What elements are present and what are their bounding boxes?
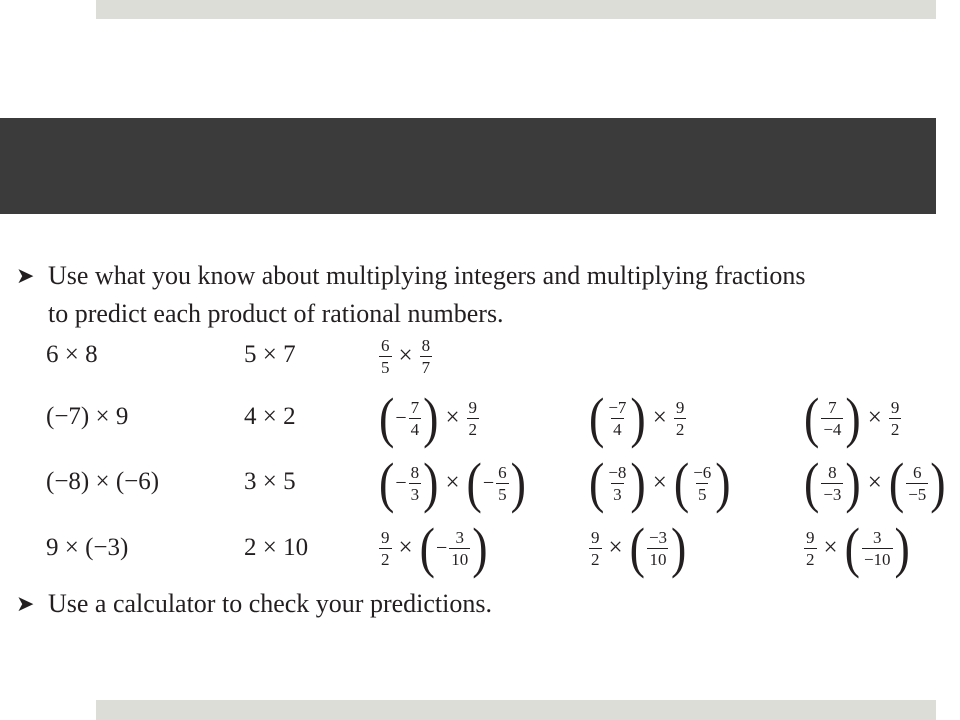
integer-product: 9 × (−3) bbox=[46, 534, 129, 561]
fraction: $\frac{9}{2}$ bbox=[806, 527, 815, 569]
fraction: $\frac{9}{2}$ bbox=[468, 397, 478, 439]
whole-number-product: 4 × 2 bbox=[244, 403, 296, 430]
rational-product: $\frac{9}{2}$ × ( $\frac{-3}{10}$ ) bbox=[591, 516, 687, 579]
bottom-band bbox=[96, 700, 936, 720]
fraction: $\frac{9}{2}$ bbox=[675, 397, 685, 439]
fraction: $\frac{6}{5}$ bbox=[381, 335, 390, 377]
rational-product: ( $\frac{-7}{4}$ ) × $\frac{9}{2}$ bbox=[589, 386, 685, 449]
instruction-predict bbox=[16, 257, 806, 333]
times-sign: × bbox=[823, 534, 838, 561]
rational-product: ( $\frac{7}{-4}$ ) × $\frac{9}{2}$ bbox=[804, 386, 900, 449]
times-sign: × bbox=[652, 469, 667, 496]
fraction: $\frac{8}{-3}$ bbox=[823, 462, 842, 504]
times-sign: × bbox=[867, 469, 882, 496]
times-sign: × bbox=[652, 404, 667, 431]
rational-product: $\frac{9}{2}$ × ( $\frac{3}{-10}$ ) bbox=[806, 516, 910, 579]
fraction: $\frac{9}{2}$ bbox=[890, 397, 900, 439]
fraction: $\frac{9}{2}$ bbox=[381, 527, 390, 569]
fraction: $\frac{-7}{4}$ bbox=[608, 397, 627, 439]
title-bar bbox=[0, 118, 936, 214]
arrow-bullet-icon: ➤ bbox=[16, 263, 35, 288]
rational-product: ( − $\frac{7}{4}$ ) × $\frac{9}{2}$ bbox=[379, 386, 478, 449]
integer-product: (−7) × 9 bbox=[46, 403, 129, 430]
fraction-product bbox=[378, 326, 433, 386]
instruction-check bbox=[16, 585, 776, 623]
whole-number-product: 5 × 7 bbox=[244, 341, 296, 368]
instruction-line-1: Use what you know about multiplying integers and multiplying fractions bbox=[48, 261, 806, 290]
whole-number-product: 3 × 5 bbox=[244, 468, 296, 495]
fraction: $\frac{3}{10}$ bbox=[451, 527, 469, 569]
times-sign: × bbox=[867, 404, 882, 431]
fraction: $\frac{6}{5}$ bbox=[498, 462, 507, 504]
rational-product: ( $\frac{-8}{3}$ ) × ( $\frac{-6}{5}$ ) bbox=[589, 451, 731, 514]
fraction: $\frac{-8}{3}$ bbox=[608, 462, 627, 504]
fraction: $\frac{8}{7}$ bbox=[421, 335, 431, 377]
instruction-line-2: to predict each product of rational numbers. bbox=[48, 299, 504, 328]
rational-product: ( $\frac{8}{-3}$ ) × ( $\frac{6}{-5}$ ) bbox=[804, 451, 946, 514]
arrow-bullet-icon: ➤ bbox=[16, 591, 35, 616]
rational-product: ( − $\frac{8}{3}$ ) × ( − $\frac{6}{5}$ ) bbox=[379, 451, 526, 514]
fraction: $\frac{-6}{5}$ bbox=[693, 462, 712, 504]
top-band bbox=[96, 0, 936, 19]
integer-product: 6 × 8 bbox=[46, 341, 98, 368]
times-sign: × bbox=[398, 534, 413, 561]
times-sign: × bbox=[398, 342, 413, 369]
fraction: $\frac{9}{2}$ bbox=[591, 527, 600, 569]
fraction: $\frac{7}{4}$ bbox=[410, 397, 420, 439]
integer-product: (−8) × (−6) bbox=[46, 468, 160, 495]
fraction: $\frac{3}{-10}$ bbox=[863, 527, 891, 569]
rational-product: $\frac{9}{2}$ × ( − $\frac{3}{10}$ ) bbox=[381, 516, 488, 579]
fraction: $\frac{6}{-5}$ bbox=[908, 462, 927, 504]
fraction: $\frac{-3}{10}$ bbox=[648, 527, 668, 569]
times-sign: × bbox=[445, 404, 460, 431]
times-sign: × bbox=[445, 469, 460, 496]
fraction: $\frac{8}{3}$ bbox=[410, 462, 420, 504]
instruction-line-3: Use a calculator to check your predictions. bbox=[48, 589, 492, 618]
times-sign: × bbox=[608, 534, 623, 561]
fraction: $\frac{7}{-4}$ bbox=[823, 397, 842, 439]
whole-number-product: 2 × 10 bbox=[244, 534, 309, 561]
